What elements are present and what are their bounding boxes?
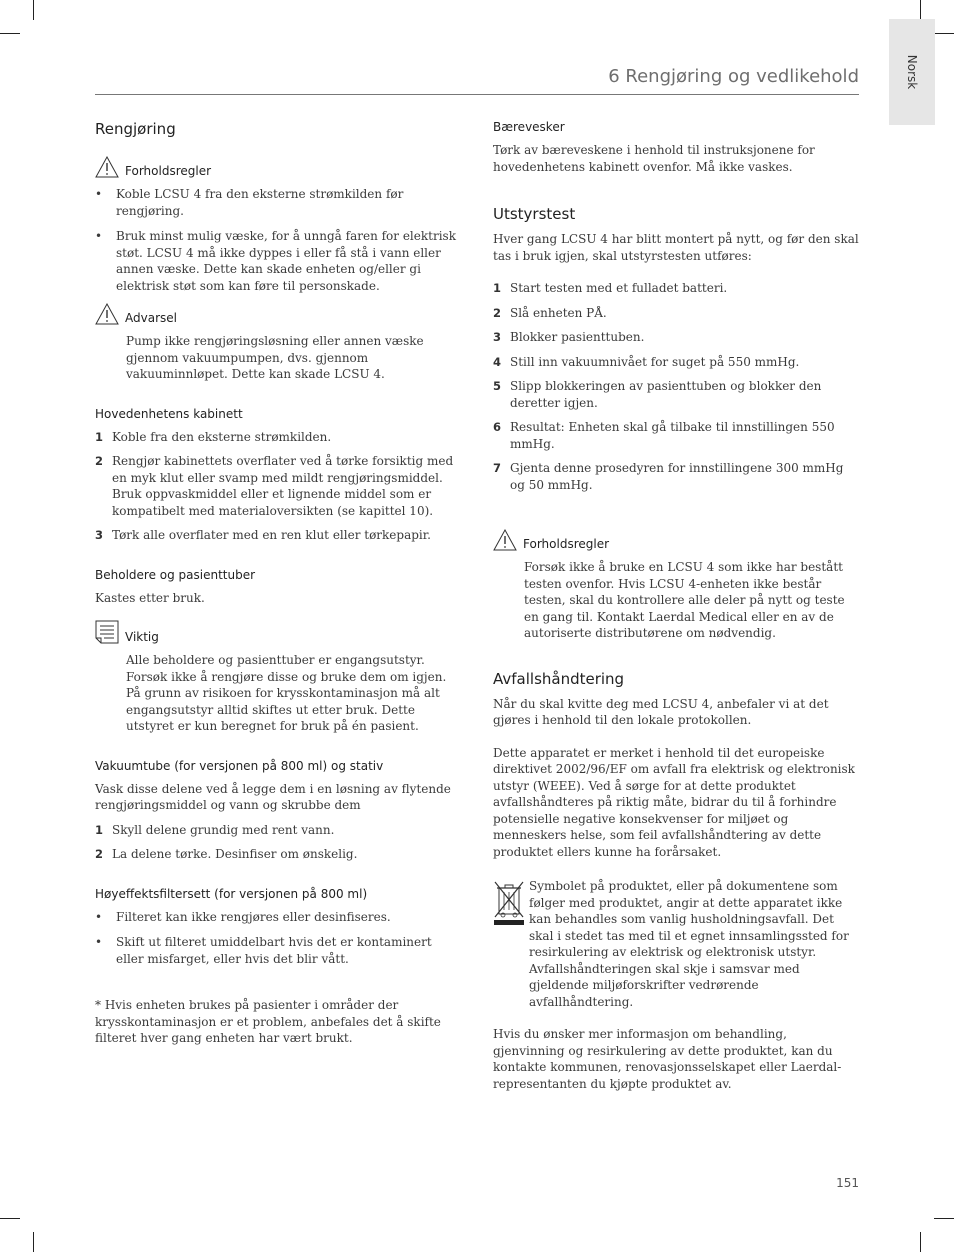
subheading-containers: Beholdere og pasienttuber (95, 567, 256, 582)
list-item (493, 280, 859, 297)
crop-mark (920, 0, 921, 20)
step-number: 6 (493, 420, 502, 434)
list-item (493, 329, 859, 346)
step-text: Still inn vakuumnivået for suget på 550 mmHg. (510, 354, 800, 369)
test-precautions-header (493, 529, 859, 551)
list-item (493, 419, 859, 452)
left-column (95, 120, 460, 1055)
precautions-header (95, 156, 460, 178)
step-text: Rengjør kabinettets overflater ved å tørke forsiktig med en myk klut eller svamp med mildt rengjøringsmiddel. Bruk oppvaskmiddel eller et lignende middel som er kompatibelt med materialoversikten (se kapittel 10). (112, 454, 454, 518)
subheading-filter: Høyeffektsfiltersett (for versjonen på 800 ml) (95, 886, 368, 901)
list-item (95, 527, 460, 544)
crop-mark (33, 1232, 34, 1252)
crop-mark (920, 1232, 921, 1252)
warning-header (95, 303, 460, 325)
important-label: Viktig (125, 630, 159, 644)
waste-paragraph-3: Hvis du ønsker mer informasjon om behandling, gjenvinning og resirkulering av dette produktet, kan du kontakte kommunen, renovasjonsselskapet eller Laerdal-representanten du kjøpte produktet av. (493, 1027, 842, 1091)
crop-mark (33, 0, 34, 20)
important-text: Alle beholdere og pasienttuber er engangsutstyr. Forsøk ikke å rengjøre disse og bruke dem om igjen. På grunn av risikoen for krysskontaminasjon må alt engangsutstyr alltid skiftes ut etter bruk. Dette utstyret er kun beregnet for bruk på én pasient. (126, 653, 447, 733)
right-column (493, 120, 859, 1100)
step-number: 2 (95, 454, 104, 468)
crop-mark (934, 1218, 954, 1219)
test-precautions-text: Forsøk ikke å bruke en LCSU 4 som ikke har bestått testen ovenfor. Hvis LCSU 4-enheten ikke består testen, skal du kontrollere alle deler på nytt og teste en gang til. Kontakt Laerdal Medical eller en av de autoriserte distributørene om nødvendig. (524, 560, 845, 640)
list-item: • Skift ut filteret umiddelbart hvis det er kontaminert eller misfarget, eller hvis det blir vått. (95, 934, 460, 967)
bags-text: Tørk av bæreveskene i henhold til instruksjonene for hovedenhetens kabinett ovenfor. Må ikke vaskes. (493, 143, 815, 174)
language-tab (889, 19, 935, 125)
list-item (95, 429, 460, 446)
step-number: 1 (95, 822, 104, 837)
cabinet-steps (95, 429, 460, 544)
waste-paragraph-1: Når du skal kvitte deg med LCSU 4, anbefaler vi at det gjøres i henhold til den lokale protokollen. (493, 696, 829, 727)
step-text: Start testen med et fulladet batteri. (510, 281, 728, 295)
list-item: • Koble LCSU 4 fra den eksterne strømkilden før rengjøring. (95, 186, 460, 219)
subheading-vacuum-tube: Vakuumtube (for versjonen på 800 ml) og stativ (95, 758, 384, 773)
list-item (95, 453, 460, 519)
equipment-test-intro: Hver gang LCSU 4 har blitt montert på nytt, og før den skal tas i bruk igjen, skal utstyrstesten utføres: (493, 232, 859, 263)
weee-symbol-text: Symbolet på produktet, eller på dokumentene som følger med produktet, angir at dette apparatet ikke kan behandles som vanlig husholdningsavfall. Det skal i stedet tas med til et egnet innsamlingssted for resirkulering av elektrisk og elektronisk utstyr. Avfallshåndteringen skal skje i samsvar med gjeldende miljøforskrifter vedrørende avfallhåndtering. (529, 879, 849, 1009)
warning-triangle-icon (95, 303, 119, 325)
warning-triangle-icon (493, 529, 517, 551)
page-number: 151 (836, 1176, 859, 1190)
list-item: • Filteret kan ikke rengjøres eller desinfiseres. (95, 909, 460, 926)
filter-list (95, 909, 460, 968)
step-text: Gjenta denne prosedyren for innstillingene 300 mmHg og 50 mmHg. (510, 461, 844, 492)
step-text: Resultat: Enheten skal gå tilbake til innstillingen 550 mmHg. (510, 420, 835, 451)
step-text: Skyll delene grundig med rent vann. (112, 822, 335, 837)
warning-triangle-icon (95, 156, 119, 178)
crop-mark (0, 33, 20, 34)
weee-crossed-bin-icon (493, 880, 525, 930)
step-text: Tørk alle overflater med en ren klut eller tørkepapir. (112, 528, 431, 542)
step-number: 2 (95, 847, 104, 861)
step-number: 5 (493, 379, 502, 393)
header-rule (95, 94, 859, 95)
equipment-test-steps (493, 280, 859, 493)
note-icon (95, 620, 119, 644)
list-item (95, 822, 460, 839)
warning-label: Advarsel (125, 311, 177, 325)
list-item (493, 460, 859, 493)
crop-mark (934, 33, 954, 34)
waste-paragraph-2: Dette apparatet er merket i henhold til det europeiske direktivet 2002/96/EF om avfall fra elektrisk og elektronisk utstyr (WEEE). Ved å sørge for at dette produktet avfallshåndteres på riktig måte, bidrar du til å forhindre potensielle negative konsekvenser for miljøet og menneskers helse, som feil avfallshåndtering av dette produktet ellers kunne ha forårsaket. (493, 745, 855, 859)
precautions-label: Forholdsregler (125, 164, 212, 178)
step-number: 1 (95, 429, 104, 444)
list-item: • Bruk minst mulig væske, for å unngå faren for elektrisk støt. LCSU 4 må ikke dyppes i eller få stå i vann eller annen væske. Dette kan skade enheten og/eller gi elektrisk støt som kan føre til personskade. (95, 228, 460, 294)
step-number: 4 (493, 354, 502, 369)
chapter-title: 6 Rengjøring og vedlikehold (608, 66, 859, 87)
precautions-list (95, 186, 460, 294)
step-number: 2 (493, 305, 502, 320)
step-number: 3 (493, 330, 502, 344)
step-text: Blokker pasienttuben. (510, 330, 645, 344)
list-item (95, 846, 460, 863)
test-precautions-label: Forholdsregler (523, 537, 610, 551)
warning-text: Pump ikke rengjøringsløsning eller annen væske gjennom vakuumpumpen, dvs. gjennom vakuuminnløpet. Dette kan skade LCSU 4. (126, 334, 424, 381)
important-header (95, 620, 460, 644)
step-text: Slipp blokkeringen av pasienttuben og blokker den deretter igjen. (510, 379, 822, 410)
section-heading-equipment-test: Utstyrstest (493, 205, 576, 223)
step-number: 1 (493, 281, 502, 295)
step-number: 7 (493, 461, 502, 475)
language-tab-label: Norsk (905, 54, 919, 90)
list-item (493, 354, 859, 371)
section-heading-waste: Avfallshåndtering (493, 669, 625, 688)
vacuum-tube-intro: Vask disse delene ved å legge dem i en løsning av flytende rengjøringsmiddel og vann og skrubbe dem (95, 781, 451, 812)
vacuum-tube-steps (95, 822, 460, 863)
section-heading-cleaning: Rengjøring (95, 120, 176, 138)
containers-text: Kastes etter bruk. (95, 590, 205, 605)
list-item (493, 305, 859, 322)
weee-notice (493, 878, 859, 1010)
step-text: Slå enheten PÅ. (510, 305, 607, 320)
list-item (493, 378, 859, 411)
subheading-bags: Bærevesker (493, 120, 565, 134)
footnote: * Hvis enheten brukes på pasienter i områder der krysskontaminasjon er et problem, anbefales det å skifte filteret hver gang enheten har vært brukt. (95, 998, 441, 1045)
crop-mark (0, 1218, 20, 1219)
step-text: Koble fra den eksterne strømkilden. (112, 429, 332, 444)
subheading-cabinet: Hovedenhetens kabinett (95, 406, 243, 421)
step-text: La delene tørke. Desinfiser om ønskelig. (112, 847, 358, 861)
step-number: 3 (95, 528, 104, 542)
